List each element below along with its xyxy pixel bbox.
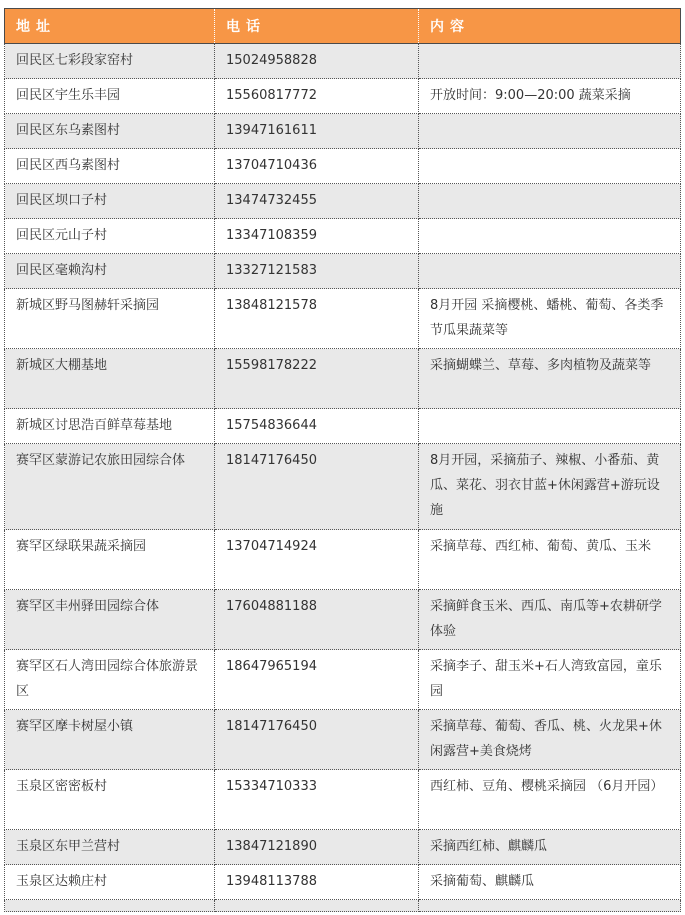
table-row — [5, 349, 681, 409]
content-cell: 采摘葡萄、麒麟瓜 — [419, 865, 681, 900]
address-cell: 新城区讨思浩百鲜草莓基地 — [5, 409, 215, 444]
table-row — [5, 444, 681, 530]
address-cell: 新城区野马图赫轩采摘园 — [5, 289, 215, 349]
table-row — [5, 114, 681, 149]
table-row — [5, 530, 681, 590]
address-cell: 回民区东乌素图村 — [5, 114, 215, 149]
table-row — [5, 590, 681, 650]
address-cell: 赛罕区蒙游记农旅田园综合体 — [5, 444, 215, 530]
address-cell: 赛罕区石人湾田园综合体旅游景区 — [5, 650, 215, 710]
table-row — [5, 219, 681, 254]
content-cell: 采摘草莓、西红柿、葡萄、黄瓜、玉米 — [419, 530, 681, 590]
content-cell: 采摘鲜食玉米、西瓜、南瓜等+农耕研学体验 — [419, 590, 681, 650]
content-cell — [419, 149, 681, 184]
address-cell: 新城区大棚基地 — [5, 349, 215, 409]
table-header-row — [5, 9, 681, 44]
table-row — [5, 650, 681, 710]
address-cell: 赛罕区丰州驿田园综合体 — [5, 590, 215, 650]
content-cell — [419, 44, 681, 79]
content-cell — [419, 900, 681, 912]
content-cell: 采摘草莓、葡萄、香瓜、桃、火龙果+休闲露营+美食烧烤 — [419, 710, 681, 770]
table-row — [5, 44, 681, 79]
content-cell: 采摘西红柿、麒麟瓜 — [419, 830, 681, 865]
content-cell — [419, 254, 681, 289]
phone-cell: 13704714924 — [215, 530, 419, 590]
farm-picking-table-container — [4, 8, 680, 912]
content-cell — [419, 184, 681, 219]
column-header-address: 地址 — [5, 9, 215, 44]
table-row — [5, 289, 681, 349]
phone-cell: 18147176450 — [215, 710, 419, 770]
content-cell — [419, 114, 681, 149]
phone-cell: 13474732455 — [215, 184, 419, 219]
address-cell: 玉泉区达赖庄村 — [5, 865, 215, 900]
address-cell: 回民区宇生乐丰园 — [5, 79, 215, 114]
phone-cell: 15024958828 — [215, 44, 419, 79]
content-cell: 开放时间：9:00—20:00 蔬菜采摘 — [419, 79, 681, 114]
address-cell — [5, 900, 215, 912]
table-row — [5, 770, 681, 830]
table-row-cutoff — [5, 900, 681, 912]
content-cell: 采摘李子、甜玉米+石人湾致富园，童乐园 — [419, 650, 681, 710]
address-cell: 回民区坝口子村 — [5, 184, 215, 219]
phone-cell: 17604881188 — [215, 590, 419, 650]
phone-cell: 18647965194 — [215, 650, 419, 710]
phone-cell: 13347108359 — [215, 219, 419, 254]
table-row — [5, 409, 681, 444]
table-row — [5, 184, 681, 219]
phone-cell: 15754836644 — [215, 409, 419, 444]
table-row — [5, 254, 681, 289]
table-row — [5, 830, 681, 865]
address-cell: 回民区西乌素图村 — [5, 149, 215, 184]
address-cell: 玉泉区东甲兰营村 — [5, 830, 215, 865]
content-cell: 西红柿、豆角、樱桃采摘园 （6月开园） — [419, 770, 681, 830]
address-cell: 回民区七彩段家窑村 — [5, 44, 215, 79]
address-cell: 回民区毫赖沟村 — [5, 254, 215, 289]
content-cell: 8月开园 采摘樱桃、蟠桃、葡萄、各类季节瓜果蔬菜等 — [419, 289, 681, 349]
address-cell: 玉泉区密密板村 — [5, 770, 215, 830]
content-cell — [419, 219, 681, 254]
address-cell: 赛罕区摩卡树屋小镇 — [5, 710, 215, 770]
table-row — [5, 710, 681, 770]
phone-cell: 13704710436 — [215, 149, 419, 184]
table-row — [5, 865, 681, 900]
content-cell: 8月开园，采摘茄子、辣椒、小番茄、黄瓜、菜花、羽衣甘蓝+休闲露营+游玩设施 — [419, 444, 681, 530]
content-cell — [419, 409, 681, 444]
phone-cell: 18147176450 — [215, 444, 419, 530]
column-header-phone: 电话 — [215, 9, 419, 44]
table-row — [5, 79, 681, 114]
phone-cell — [215, 900, 419, 912]
farm-picking-table — [4, 8, 681, 912]
phone-cell: 13848121578 — [215, 289, 419, 349]
table-row — [5, 149, 681, 184]
address-cell: 赛罕区绿联果蔬采摘园 — [5, 530, 215, 590]
address-cell: 回民区元山子村 — [5, 219, 215, 254]
phone-cell: 13947161611 — [215, 114, 419, 149]
content-cell: 采摘蝴蝶兰、草莓、多肉植物及蔬菜等 — [419, 349, 681, 409]
phone-cell: 13847121890 — [215, 830, 419, 865]
phone-cell: 15560817772 — [215, 79, 419, 114]
phone-cell: 15598178222 — [215, 349, 419, 409]
phone-cell: 13948113788 — [215, 865, 419, 900]
phone-cell: 15334710333 — [215, 770, 419, 830]
phone-cell: 13327121583 — [215, 254, 419, 289]
column-header-content: 内容 — [419, 9, 681, 44]
